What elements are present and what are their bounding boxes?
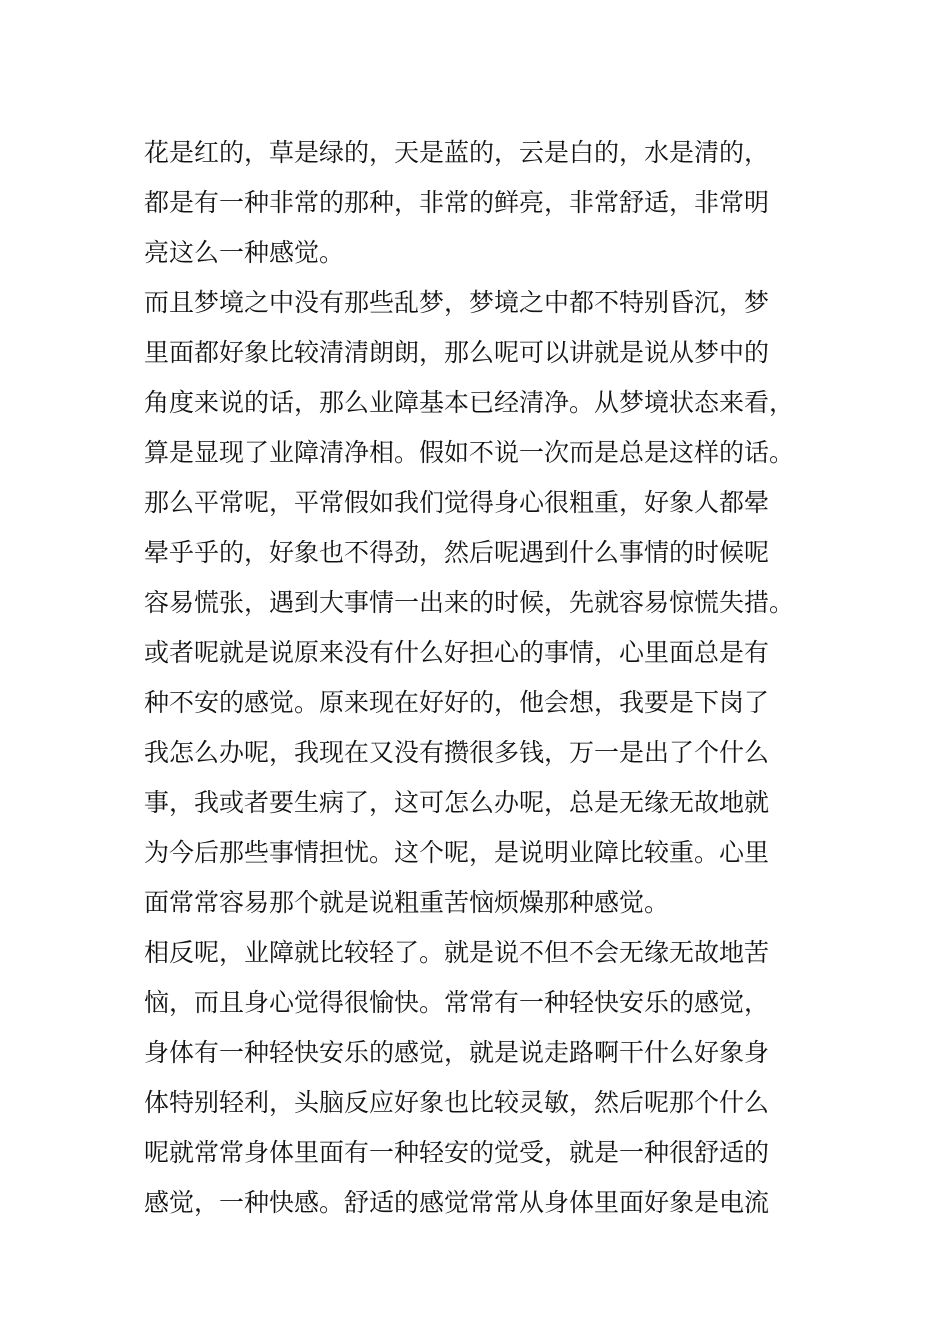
text-line: 亮这么一种感觉。 xyxy=(144,238,345,267)
text-line: 种不安的感觉。原来现在好好的，他会想，我要是下岗了 xyxy=(144,688,770,717)
text-line: 面常常容易那个就是说粗重苦恼烦燥那种感觉。 xyxy=(144,888,670,917)
text-line: 事，我或者要生病了，这可怎么办呢，总是无缘无故地就 xyxy=(144,788,770,817)
text-line: 体特别轻利，头脑反应好象也比较灵敏，然后呢那个什么 xyxy=(144,1088,770,1117)
text-line: 我怎么办呢，我现在又没有攒很多钱，万一是出了个什么 xyxy=(144,738,770,767)
text-line: 晕乎乎的，好象也不得劲，然后呢遇到什么事情的时候呢 xyxy=(144,538,770,567)
text-line: 那么平常呢，平常假如我们觉得身心很粗重，好象人都晕 xyxy=(144,488,770,517)
text-line: 或者呢就是说原来没有什么好担心的事情，心里面总是有 xyxy=(144,638,770,667)
text-line: 容易慌张，遇到大事情一出来的时候，先就容易惊慌失措。 xyxy=(144,588,795,617)
text-line: 恼，而且身心觉得很愉快。常常有一种轻快安乐的感觉， xyxy=(144,988,770,1017)
body-text xyxy=(144,128,804,1228)
text-line: 相反呢，业障就比较轻了。就是说不但不会无缘无故地苦 xyxy=(144,938,770,967)
text-line: 为今后那些事情担忧。这个呢，是说明业障比较重。心里 xyxy=(144,838,770,867)
text-line: 呢就常常身体里面有一种轻安的觉受，就是一种很舒适的 xyxy=(144,1138,770,1167)
text-line: 角度来说的话，那么业障基本已经清净。从梦境状态来看， xyxy=(144,388,795,417)
text-line: 里面都好象比较清清朗朗，那么呢可以讲就是说从梦中的 xyxy=(144,338,770,367)
text-line: 算是显现了业障清净相。假如不说一次而是总是这样的话。 xyxy=(144,438,795,467)
text-line: 身体有一种轻快安乐的感觉，就是说走路啊干什么好象身 xyxy=(144,1038,770,1067)
text-line: 而且梦境之中没有那些乱梦，梦境之中都不特别昏沉，梦 xyxy=(144,288,770,317)
text-line: 都是有一种非常的那种，非常的鲜亮，非常舒适，非常明 xyxy=(144,188,770,217)
text-line: 感觉，一种快感。舒适的感觉常常从身体里面好象是电流 xyxy=(144,1188,770,1217)
text-line: 花是红的，草是绿的，天是蓝的，云是白的，水是清的， xyxy=(144,138,770,167)
